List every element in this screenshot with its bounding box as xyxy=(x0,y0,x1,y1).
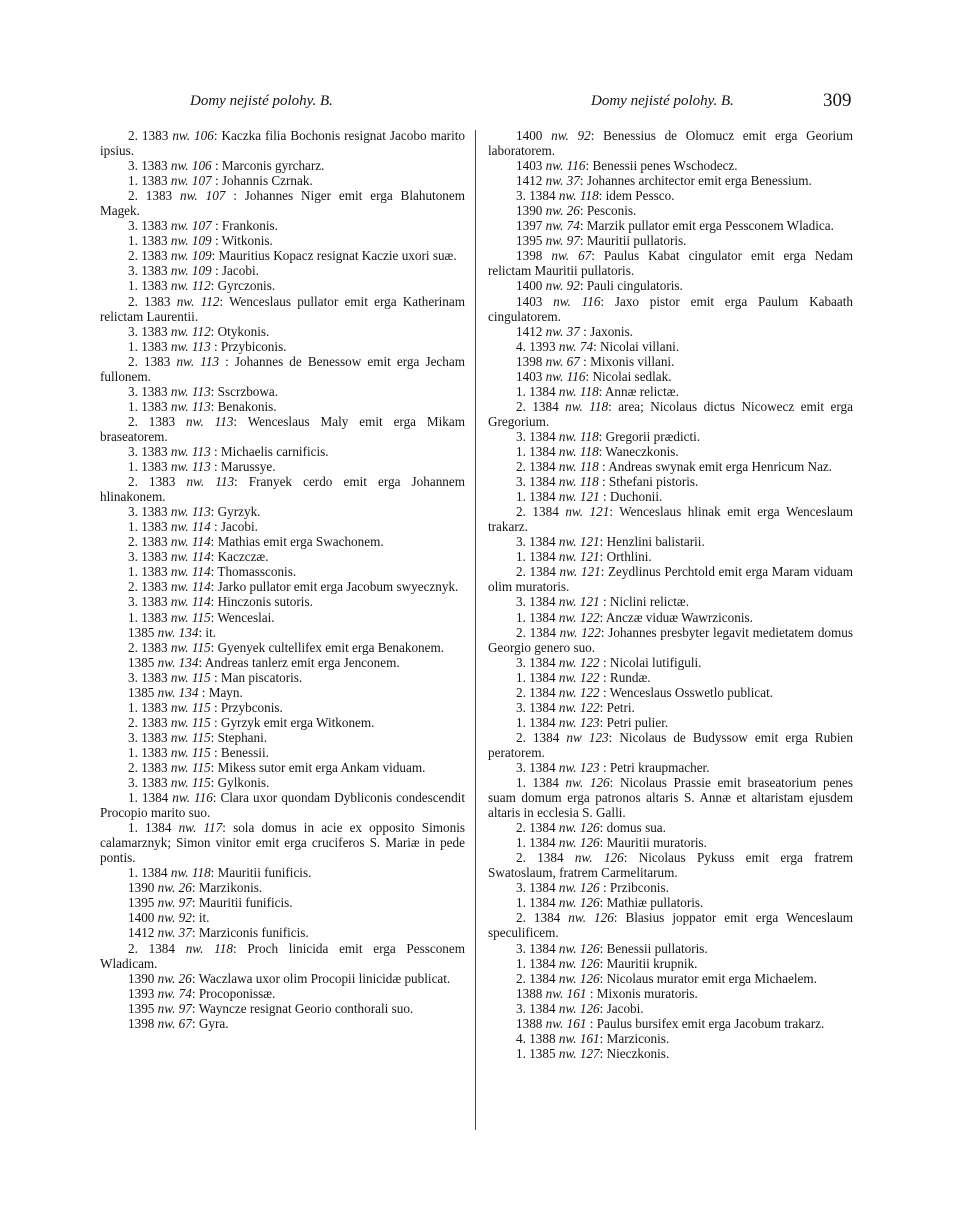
register-entry: 3. 1383 nw. 115: Stephani. xyxy=(128,729,268,745)
register-entry: 3. 1384 nw. 123 : Petri kraupmacher. xyxy=(516,759,710,775)
register-entry: 1397 nw. 74: Marzik pullator emit erga Pessconem Wladica. xyxy=(516,218,834,234)
register-entry: 3. 1383 nw. 107 : Frankonis. xyxy=(128,218,278,234)
register-entry: 1400 nw. 92: Benessius de Olomucz emit erga Georium laboratorem. xyxy=(488,128,853,159)
register-entry: 4. 1393 nw. 74: Nicolai villani. xyxy=(516,338,680,354)
register-entry: 3. 1384 nw. 122: Petri. xyxy=(516,699,635,715)
register-entry: 1. 1383 nw. 112: Gyrczonis. xyxy=(128,278,276,294)
register-entry: 1. 1383 nw. 115 : Benessii. xyxy=(128,744,269,760)
register-entry: 3. 1384 nw. 126: Benessii pullatoris. xyxy=(516,940,708,956)
register-entry: 2. 1384 nw. 126: domus sua. xyxy=(516,820,666,836)
register-entry: 3. 1383 nw. 114: Kaczczæ. xyxy=(128,549,269,565)
register-entry: 1. 1383 nw. 115 : Przybconis. xyxy=(128,699,283,715)
register-entry: 1. 1385 nw. 127: Nieczkonis. xyxy=(516,1045,670,1061)
register-entry: 3. 1384 nw. 122 : Nicolai lutifiguli. xyxy=(516,654,702,670)
page-number: 309 xyxy=(823,90,852,111)
register-entry: 1. 1383 nw. 107 : Johannis Czrnak. xyxy=(128,173,313,189)
register-entry: 1. 1384 nw. 118: Mauritii funificis. xyxy=(128,865,312,881)
register-entry: 1398 nw. 67: Paulus Kabat cingulator emit erga Nedam relictam Mauritii pullatoris. xyxy=(488,248,853,279)
register-entry: 1. 1383 nw. 113 : Przybiconis. xyxy=(128,338,287,354)
register-entry: 1390 nw. 26: Waczlawa uxor olim Procopii linicidæ publicat. xyxy=(128,970,451,986)
register-entry: 1. 1384 nw. 122 : Rundæ. xyxy=(516,669,651,685)
register-entry: 3. 1384 nw. 126 : Przibconis. xyxy=(516,880,669,896)
register-entry: 3. 1384 nw. 118: Gregorii prædicti. xyxy=(516,428,701,444)
register-entry: 1. 1384 nw. 126: Mauritii muratoris. xyxy=(516,835,707,851)
register-entry: 1. 1384 nw. 118: Waneczkonis. xyxy=(516,443,679,459)
register-entry: 1. 1384 nw. 121: Orthlini. xyxy=(516,549,652,565)
register-entry: 1. 1384 nw. 126: Mauritii krupnik. xyxy=(516,955,698,971)
register-entry: 3. 1383 nw. 115 : Man piscatoris. xyxy=(128,669,303,685)
register-entry: 3. 1384 nw. 121: Henzlini balistarii. xyxy=(516,534,705,550)
register-entry: 1398 nw. 67 : Mixonis villani. xyxy=(516,353,675,369)
register-entry: 1403 nw. 116: Benessii penes Wschodecz. xyxy=(516,158,738,174)
register-entry: 3. 1384 nw. 118 : Sthefani pistoris. xyxy=(516,474,699,490)
register-entry: 1. 1384 nw. 118: Annæ relictæ. xyxy=(516,383,679,399)
register-entry: 1. 1384 nw. 121 : Duchonii. xyxy=(516,489,663,505)
register-entry: 2. 1383 nw. 114: Jarko pullator emit erga Jacobum swyecznyk. xyxy=(128,579,459,595)
register-entry: 3. 1384 nw. 118: idem Pessco. xyxy=(516,188,675,204)
register-entry: 1400 nw. 92: Pauli cingulatoris. xyxy=(516,278,683,294)
register-entry: 2. 1384 nw. 118: Proch linicida emit erga Pessconem Wladicam. xyxy=(100,940,465,971)
register-entry: 2. 1384 nw. 121: Zeydlinus Perchtold emit erga Maram viduam olim muratoris. xyxy=(488,564,853,595)
register-entry: 1403 nw. 116: Jaxo pistor emit erga Paulum Kabaath cingulatorem. xyxy=(488,293,854,324)
register-entry: 1388 nw. 161 : Paulus bursifex emit erga Jacobum trakarz. xyxy=(516,1015,825,1031)
register-entry: 1385 nw. 134 : Mayn. xyxy=(128,684,243,700)
register-entry: 2. 1383 nw. 113: Franyek cerdo emit erga Johannem hlinakonem. xyxy=(100,474,466,505)
register-entry: 2. 1384 nw. 118: area; Nicolaus dictus Nicowecz emit erga Gregorium. xyxy=(488,398,853,429)
register-entry: 3. 1383 nw. 109 : Jacobi. xyxy=(128,263,259,279)
register-entry: 2. 1383 nw. 113 : Johannes de Benessow emit erga Jecham fullonem. xyxy=(100,353,465,384)
register-entry: 1. 1384 nw. 123: Petri pulier. xyxy=(516,714,669,730)
register-entry: 1395 nw. 97: Wayncze resignat Georio conthorali suo. xyxy=(128,1000,414,1016)
register-entry: 2. 1383 nw. 106: Kaczka filia Bochonis resignat Jacobo marito ipsius. xyxy=(100,128,465,159)
register-entry: 2. 1384 nw 123: Nicolaus de Budyssow emit erga Rubien peratorem. xyxy=(488,729,854,760)
register-entry: 2. 1384 nw. 121: Wenceslaus hlinak emit erga Wenceslaum trakarz. xyxy=(488,504,853,535)
register-entry: 1. 1384 nw. 122: Anczæ viduæ Wawrziconis. xyxy=(516,609,753,625)
register-entry: 2. 1383 nw. 112: Wenceslaus pullator emit erga Katherinam relictam Laurentii. xyxy=(100,293,466,324)
register-entry: 1390 nw. 26: Pesconis. xyxy=(516,203,637,219)
register-entry: 1. 1384 nw. 116: Clara uxor quondam Dybliconis condescendit Procopio marito suo. xyxy=(100,790,465,821)
register-entry: 1. 1383 nw. 114 : Jacobi. xyxy=(128,519,258,535)
register-entry: 1. 1383 nw. 114: Thomassconis. xyxy=(128,564,297,580)
register-entry: 2. 1383 nw. 109: Mauritius Kopacz resignat Kaczie uxori suæ. xyxy=(128,248,457,264)
running-header-left: Domy nejisté polohy. B. xyxy=(190,93,333,109)
register-entry: 1. 1383 nw. 115: Wenceslai. xyxy=(128,609,275,625)
register-entry: 1390 nw. 26: Marzikonis. xyxy=(128,880,263,896)
register-entry: 1412 nw. 37: Marziconis funificis. xyxy=(128,925,309,941)
register-entry: 3. 1383 nw. 113: Sscrzbowa. xyxy=(128,383,279,399)
register-entry: 3. 1383 nw. 112: Otykonis. xyxy=(128,323,270,339)
register-entry: 2. 1384 nw. 126: Blasius joppator emit erga Wenceslaum speculificem. xyxy=(488,910,853,941)
register-entry: 1. 1383 nw. 113 : Marussye. xyxy=(128,459,276,475)
register-entry: 2. 1383 nw. 115 : Gyrzyk emit erga Witkonem. xyxy=(128,714,375,730)
register-entry: 2. 1383 nw. 115: Mikess sutor emit erga Ankam viduam. xyxy=(128,759,426,775)
register-entry: 3. 1384 nw. 121 : Niclini relictæ. xyxy=(516,594,690,610)
register-entry: 2. 1384 nw. 122: Johannes presbyter legavit medietatem domus Georgio genero suo. xyxy=(488,624,853,655)
register-entry: 1. 1383 nw. 113: Benakonis. xyxy=(128,398,277,414)
register-entry: 1. 1384 nw. 126: Nicolaus Prassie emit braseatorium penes suam domum erga patronos altaris S. Annæ et altaristam ejusdem altaris in ecclesia S. Galli. xyxy=(488,775,853,821)
register-entry: 1. 1384 nw. 117: sola domus in acie ex opposito Simonis calamarznyk; Simon vinitor emit erga cruciferos S. Mariæ in pede pontis. xyxy=(100,820,465,866)
register-entry: 3. 1383 nw. 114: Hinczonis sutoris. xyxy=(128,594,313,610)
register-entry: 1393 nw. 74: Procoponissæ. xyxy=(128,985,276,1001)
register-entry: 2. 1383 nw. 113: Wenceslaus Maly emit erga Mikam braseatorem. xyxy=(100,413,465,444)
register-entry: 1395 nw. 97: Mauritii funificis. xyxy=(128,895,293,911)
register-entry: 4. 1388 nw. 161: Marziconis. xyxy=(516,1030,670,1046)
register-entry: 1400 nw. 92: it. xyxy=(128,910,210,926)
register-entry: 1388 nw. 161 : Mixonis muratoris. xyxy=(516,985,698,1001)
register-entry: 1. 1383 nw. 109 : Witkonis. xyxy=(128,233,273,249)
register-entry: 1385 nw. 134: Andreas tanlerz emit erga Jenconem. xyxy=(128,654,400,670)
register-entry: 3. 1384 nw. 126: Jacobi. xyxy=(516,1000,644,1016)
register-entry: 1398 nw. 67: Gyra. xyxy=(128,1015,229,1031)
running-header-right: Domy nejisté polohy. B. xyxy=(591,93,734,109)
right-column xyxy=(488,128,853,1061)
register-entry: 1403 nw. 116: Nicolai sedlak. xyxy=(516,368,672,384)
register-entry: 1385 nw. 134: it. xyxy=(128,624,217,640)
register-entry: 2. 1383 nw. 115: Gyenyek cultellifex emit erga Benakonem. xyxy=(128,639,445,655)
register-entry: 1412 nw. 37 : Jaxonis. xyxy=(516,323,633,339)
register-entry: 3. 1383 nw. 113 : Michaelis carnificis. xyxy=(128,443,329,459)
left-column xyxy=(100,128,465,1031)
register-entry: 2. 1384 nw. 126: Nicolaus murator emit erga Michaelem. xyxy=(516,970,817,986)
register-entry: 2. 1383 nw. 114: Mathias emit erga Swachonem. xyxy=(128,534,384,550)
register-entry: 2. 1384 nw. 122 : Wenceslaus Osswetlo publicat. xyxy=(516,684,774,700)
register-entry: 1412 nw. 37: Johannes architector emit erga Benessium. xyxy=(516,173,812,189)
register-entry: 3. 1383 nw. 115: Gylkonis. xyxy=(128,775,270,791)
register-entry: 3. 1383 nw. 106 : Marconis gyrcharz. xyxy=(128,158,325,174)
register-entry: 2. 1384 nw. 118 : Andreas swynak emit erga Henricum Naz. xyxy=(516,459,833,475)
column-divider xyxy=(475,130,476,1130)
register-entry: 1395 nw. 97: Mauritii pullatoris. xyxy=(516,233,687,249)
register-entry: 2. 1384 nw. 126: Nicolaus Pykuss emit erga fratrem Swatoslaum, fratrem Carmelitarum. xyxy=(488,850,853,881)
register-entry: 2. 1383 nw. 107 : Johannes Niger emit erga Blahutonem Magek. xyxy=(100,188,466,219)
register-entry: 3. 1383 nw. 113: Gyrzyk. xyxy=(128,504,261,520)
register-entry: 1. 1384 nw. 126: Mathiæ pullatoris. xyxy=(516,895,704,911)
